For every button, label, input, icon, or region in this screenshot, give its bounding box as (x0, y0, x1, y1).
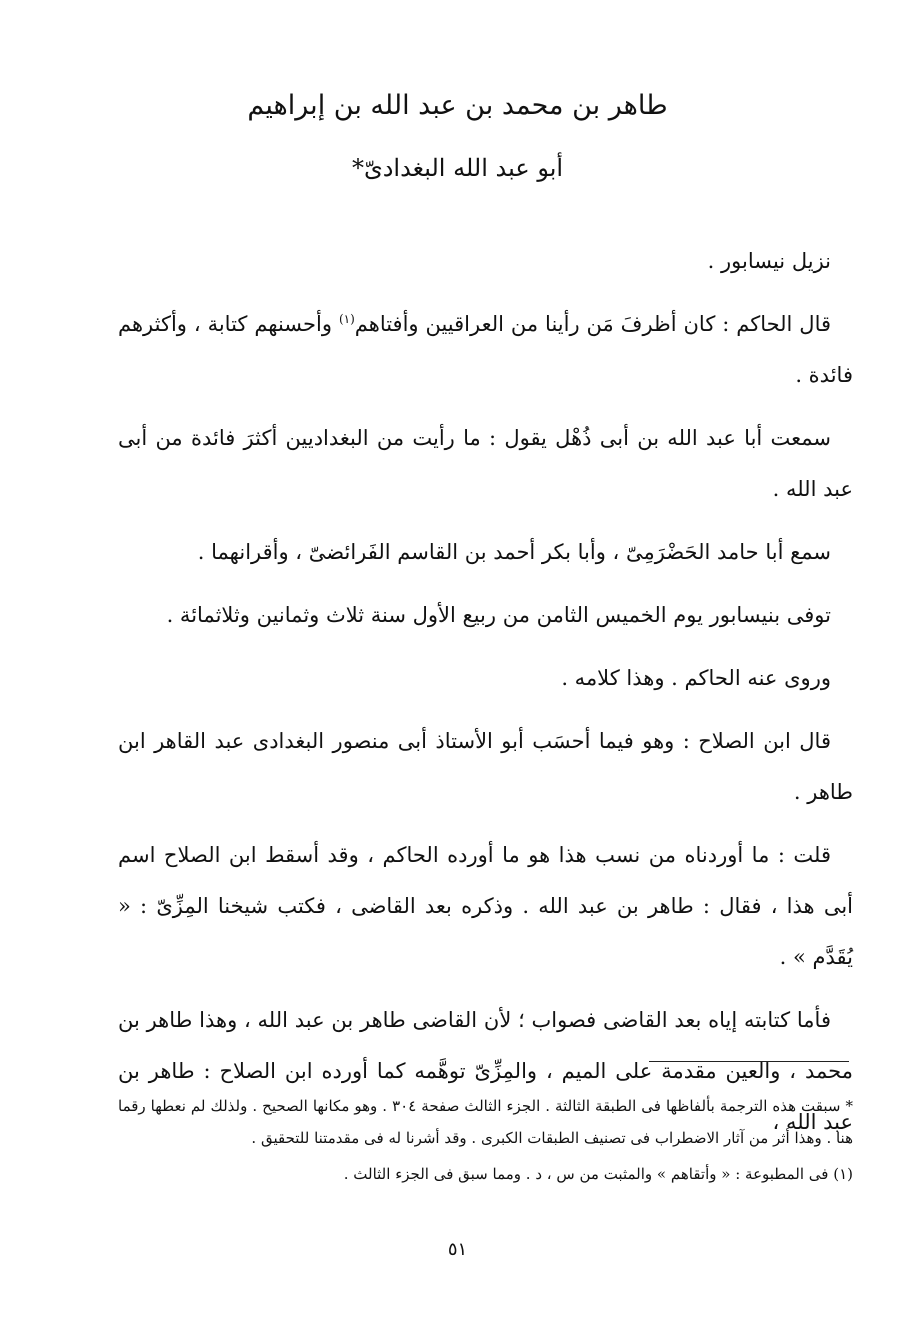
paragraph-2 (118, 299, 853, 401)
paragraph-8: قلت : ما أوردناه من نسب هذا هو ما أورده الحاكم ، وقد أسقط ابن الصلاح اسم أبى هذا ، فقال : طاهر بن عبد الله . وذكره بعد القاضى ، فكتب شيخنا المِزِّىّ : « يُقَدَّم » . (118, 843, 853, 969)
paragraph-1: نزيل نيسابور . (707, 249, 831, 273)
paragraph-5: توفى بنيسابور يوم الخميس الثامن من ربيع الأول سنة ثلاث وثمانين وثلاثمائة . (166, 603, 831, 627)
paragraph-2-end: وأحسنهم كتابة ، وأكثرهم فائدة . (118, 312, 853, 387)
footnote-marker-1: (١) (338, 312, 355, 326)
footnote-1: (١) فى المطبوعة : « وأتقاهم » والمثبت من س ، د . ومما سبق فى الجزء الثالث . (343, 1165, 853, 1183)
footnote-star: * سبقت هذه الترجمة بألفاظها فى الطبقة الثالثة . الجزء الثالث صفحة ٣٠٤ . وهو مكانها الصحيح . ولذلك لم نعطها رقما هنا . وهذا أثر من آثار الاضطراب فى تصنيف الطبقات الكبرى . وقد أشرنا له فى مقدمتنا للتحقيق . (118, 1097, 853, 1147)
paragraph-6: وروى عنه الحاكم . وهذا كلامه . (561, 666, 831, 690)
paragraph-4: سمع أبا حامد الحَضْرَمِىّ ، وأبا بكر أحمد بن القاسم الفَرائضىّ ، وأقرانهما . (197, 540, 831, 564)
paragraph-2-start: قال الحاكم : كان أظرفَ مَن رأينا من العراقيين وأفتاهم (354, 312, 831, 336)
footnote-divider (649, 1061, 849, 1062)
paragraph-7: قال ابن الصلاح : وهو فيما أحسَب أبو الأستاذ أبى منصور البغدادى عبد القاهر ابن طاهر . (118, 729, 853, 804)
paragraph-9: فأما كتابته إياه بعد القاضى فصواب ؛ لأن القاضى طاهر بن عبد الله ، وهذا طاهر بن محمد ، والعين مقدمة على الميم ، والمِزِّىّ توهَّمه كما أورده ابن الصلاح : طاهر بن عبد الله ، (118, 1008, 853, 1134)
paragraph-3: سمعت أبا عبد الله بن أبى ذُهْل يقول : ما رأيت من البغداديين أكثرَ فائدة من أبى عبد الله . (118, 426, 853, 501)
page-subtitle: أبو عبد الله البغدادىّ* (351, 154, 564, 182)
footnotes (118, 1090, 853, 1194)
page-number: ٥١ (447, 1239, 468, 1260)
main-text (118, 236, 853, 1160)
page-title: طاهر بن محمد بن عبد الله بن إبراهيم (247, 90, 668, 121)
